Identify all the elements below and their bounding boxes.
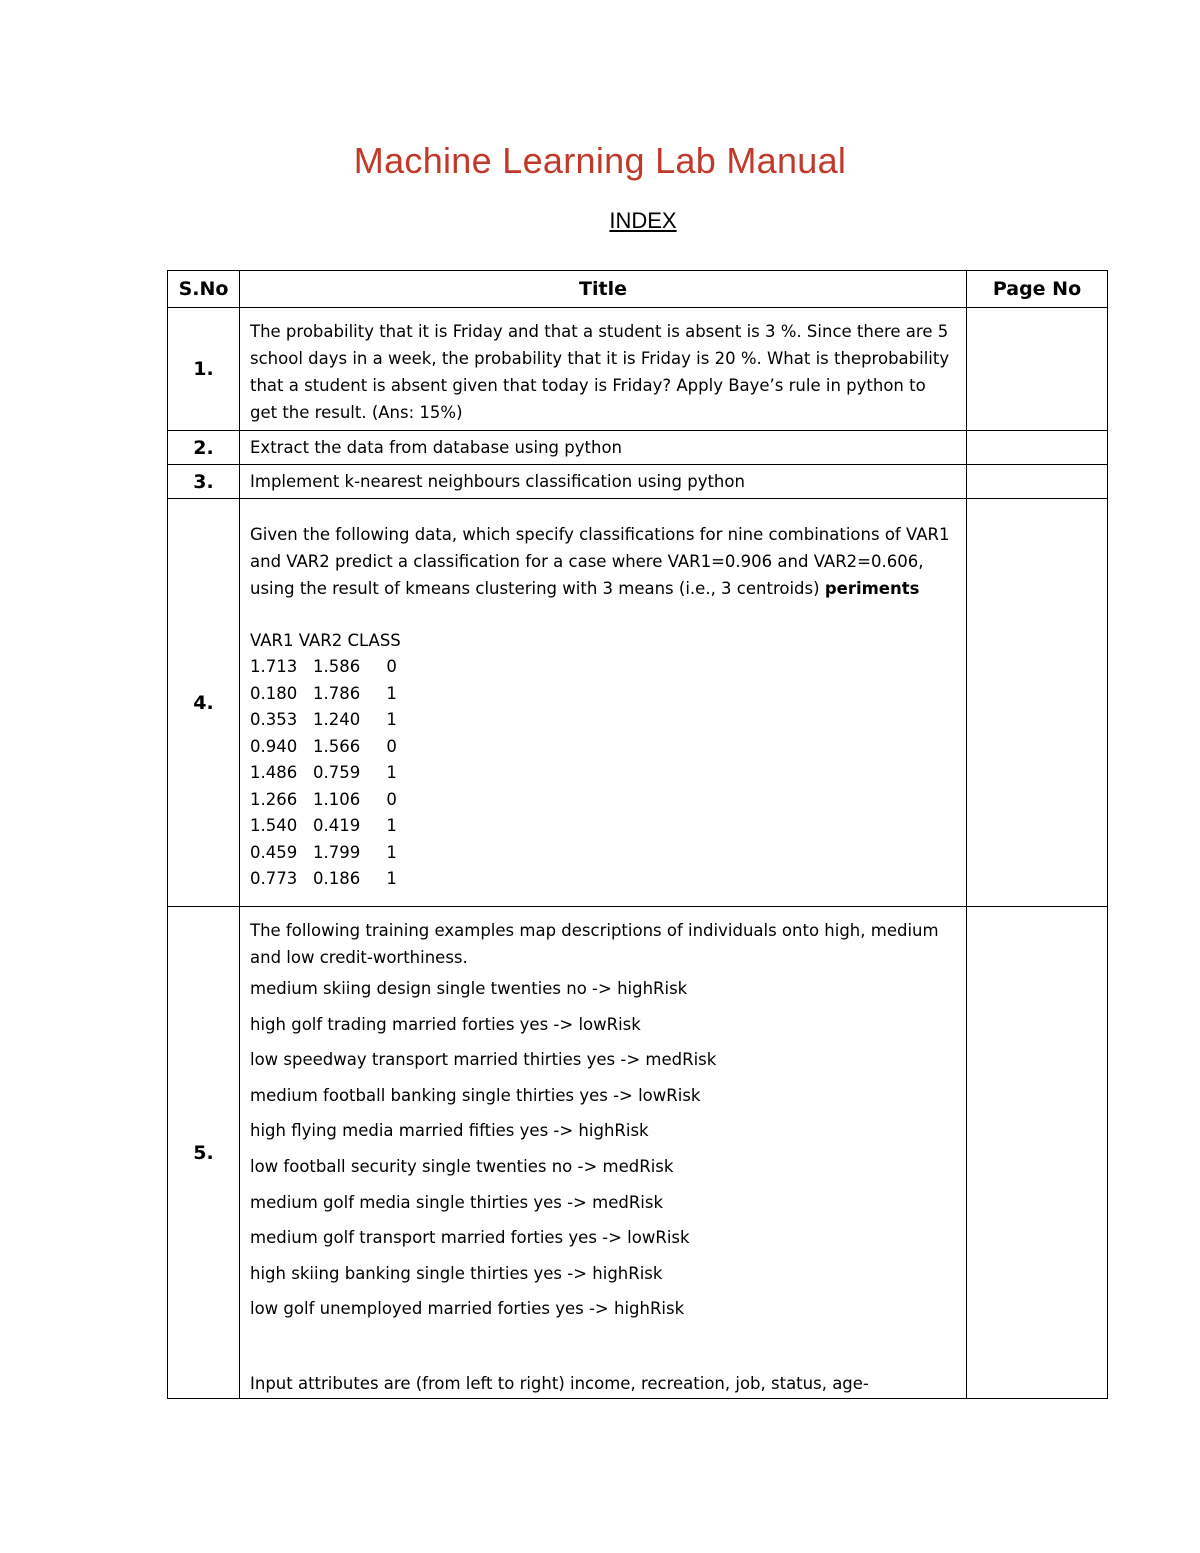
row-title [240, 308, 967, 431]
index-heading: INDEX [609, 208, 677, 233]
header-title: Title [240, 271, 967, 308]
row-title [240, 431, 967, 465]
row-number: 1. [168, 308, 240, 431]
row-page [967, 499, 1108, 907]
row-text: Extract the data from database using python [250, 438, 622, 457]
data-row: 1.486 0.759 1 [250, 763, 397, 782]
table-row [168, 431, 1108, 465]
example-line: low football security single twenties no -> medRisk [250, 1156, 674, 1176]
header-sno: S.No [168, 271, 240, 308]
example-line: medium skiing design single twenties no -> highRisk [250, 979, 688, 998]
row-page [967, 907, 1108, 1399]
row-page [967, 465, 1108, 499]
row-text: Implement k-nearest neighbours classification using python [250, 472, 745, 491]
data-header: VAR1 VAR2 CLASS [250, 630, 401, 650]
example-line: medium football banking single thirties yes -> lowRisk [250, 1085, 701, 1105]
row-title [240, 499, 967, 907]
row-page [967, 431, 1108, 465]
table-row [168, 499, 1108, 907]
data-row: 0.180 1.786 1 [250, 683, 397, 703]
document-title: Machine Learning Lab Manual [353, 140, 847, 181]
row-number: 4. [168, 499, 240, 907]
example-line: medium golf media single thirties yes -> medRisk [250, 1192, 664, 1212]
example-list [250, 971, 958, 1327]
example-line: medium golf transport married forties yes -> lowRisk [250, 1228, 690, 1248]
example-line: high golf trading married forties yes -> lowRisk [250, 1014, 641, 1034]
table-header-row [168, 271, 1108, 308]
row-number: 3. [168, 465, 240, 499]
row-footer: Input attributes are (from left to right) income, recreation, job, status, age- [250, 1373, 869, 1393]
example-line: high skiing banking single thirties yes -> highRisk [250, 1263, 663, 1283]
row-text-bold-tail: periments [824, 578, 920, 598]
row-text [250, 521, 958, 602]
row-text-main: Given the following data, which specify classifications for nine combinations of VAR1 and VAR2 predict a classification for a case where VAR1=0.906 and VAR2=0.606, using the result of kmeans clustering with 3 means (i.e., 3 centroids) [250, 524, 950, 598]
data-row: 0.940 1.566 0 [250, 736, 397, 756]
index-table [167, 270, 1108, 1399]
data-table [250, 654, 958, 893]
example-line: low speedway transport married thirties yes -> medRisk [250, 1050, 717, 1070]
row-title [240, 465, 967, 499]
data-row: 0.459 1.799 1 [250, 842, 397, 862]
data-row: 0.353 1.240 1 [250, 710, 397, 729]
data-row: 0.773 0.186 1 [250, 869, 397, 888]
row-page [967, 308, 1108, 431]
data-row: 1.540 0.419 1 [250, 816, 397, 835]
table-row [168, 465, 1108, 499]
row-number: 2. [168, 431, 240, 465]
row-text: The probability that it is Friday and that a student is absent is 3 %. Since there are 5 school days in a week, the probability that it is Friday is 20 %. What is theprobability that a student is absent given that today is Friday? Apply Baye’s rule in python to get the result. (Ans: 15%) [250, 322, 950, 422]
data-row: 1.713 1.586 0 [250, 657, 397, 676]
header-page: Page No [967, 271, 1108, 308]
example-line: high flying media married fifties yes -> highRisk [250, 1121, 649, 1141]
row-number: 5. [168, 907, 240, 1399]
example-line: low golf unemployed married forties yes -> highRisk [250, 1299, 685, 1319]
table-row [168, 308, 1108, 431]
table-row [168, 907, 1108, 1399]
row-title [240, 907, 967, 1399]
row-intro: The following training examples map descriptions of individuals onto high, medium and low credit-worthiness. [250, 921, 939, 967]
data-row: 1.266 1.106 0 [250, 789, 397, 809]
